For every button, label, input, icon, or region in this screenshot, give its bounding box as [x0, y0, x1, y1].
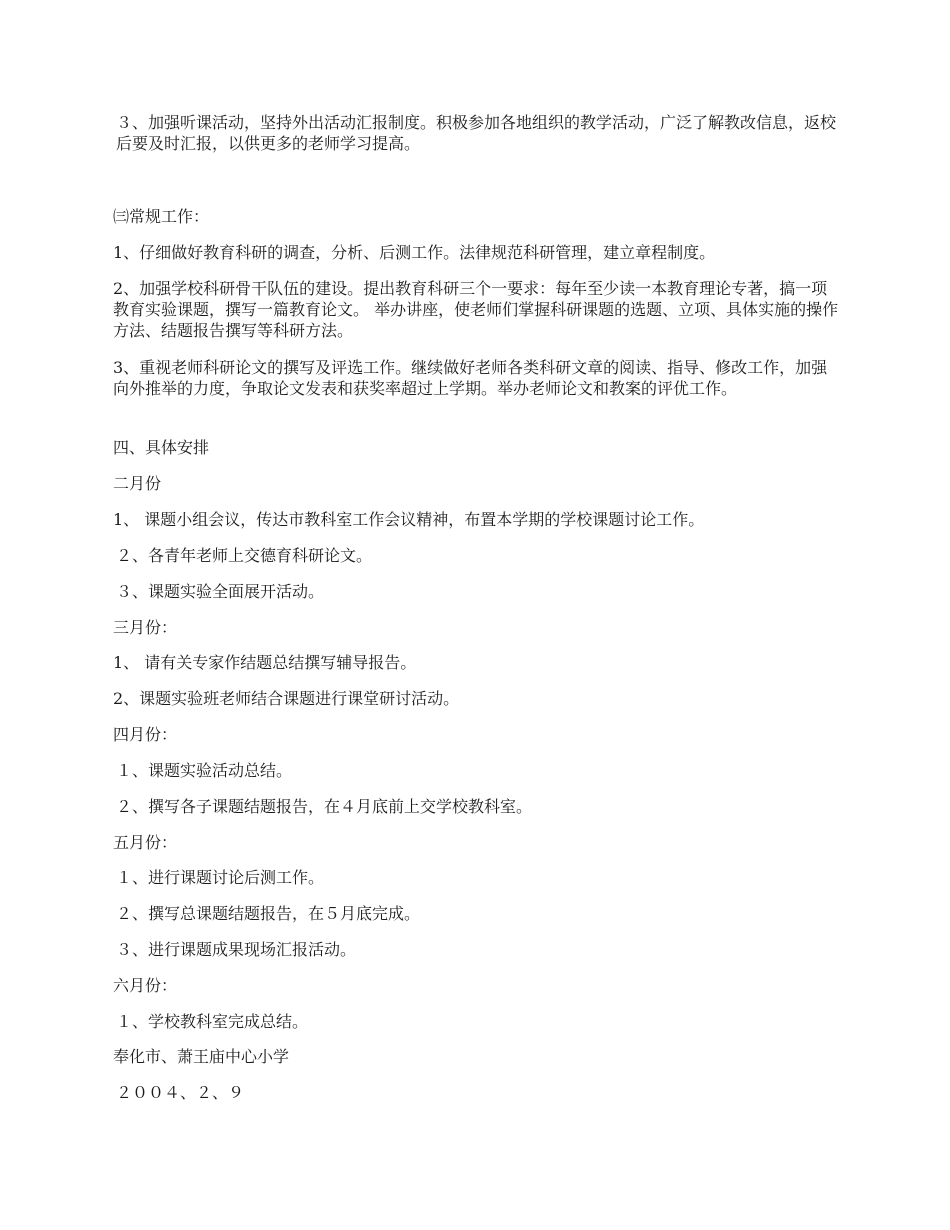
heading-march: 三月份： [113, 618, 178, 637]
heading-april: 四月份： [113, 725, 178, 744]
list-item-mar-1: 1、 请有关专家作结题总结撰写辅导报告。 [113, 653, 417, 672]
list-item-mar-2: 2、课题实验班老师结合课题进行课堂研讨活动。 [113, 689, 460, 708]
list-item-feb-3: ３、课题实验全面展开活动。 [116, 582, 325, 601]
heading-routine-work: ㈢常规工作： [113, 207, 210, 226]
paragraph-routine-2: 2、加强学校科研骨干队伍的建设。提出教育科研三个一要求：每年至少读一本教育理论专著，搞一项教育实验课题，撰写一篇教育论文。 举办讲座，使老师们掌握科研课题的选题、立项、具体实施的操作方法、结题报告撰写等科研方法。 [113, 279, 839, 340]
list-item-may-1: １、进行课题讨论后测工作。 [116, 868, 325, 887]
paragraph-routine-1: 1、仔细做好教育科研的调查，分析、后测工作。法律规范科研管理，建立章程制度。 [113, 243, 716, 262]
list-item-apr-2: ２、撰写各子课题结题报告，在４月底前上交学校教科室。 [116, 797, 533, 816]
paragraph-attend-lectures: ３、加强听课活动，坚持外出活动汇报制度。积极参加各地组织的教学活动，广泛了解教改信息，返校后要及时汇报，以供更多的老师学习提高。 [116, 113, 837, 153]
heading-february: 二月份 [113, 474, 162, 493]
signature-school: 奉化市、萧王庙中心小学 [113, 1047, 290, 1066]
list-item-apr-1: １、课题实验活动总结。 [116, 761, 293, 780]
paragraph-routine-3: 3、重视老师科研论文的撰写及评选工作。继续做好老师各类科研文章的阅读、指导、修改工作，加强向外推举的力度，争取论文发表和获奖率超过上学期。举办老师论文和教案的评优工作。 [113, 358, 828, 398]
heading-specific-arrangements: 四、具体安排 [113, 438, 210, 457]
heading-june: 六月份： [113, 976, 178, 995]
heading-may: 五月份： [113, 833, 178, 852]
list-item-may-3: ３、进行课题成果现场汇报活动。 [116, 940, 357, 959]
signature-date: ２００４、２、９ [116, 1083, 245, 1102]
list-item-feb-1: 1、 课题小组会议，传达市教科室工作会议精神，布置本学期的学校课题讨论工作。 [113, 510, 705, 529]
list-item-may-2: ２、撰写总课题结题报告，在５月底完成。 [116, 904, 421, 923]
list-item-feb-2: ２、各青年老师上交德育科研论文。 [116, 546, 373, 565]
list-item-jun-1: １、学校教科室完成总结。 [116, 1012, 309, 1031]
